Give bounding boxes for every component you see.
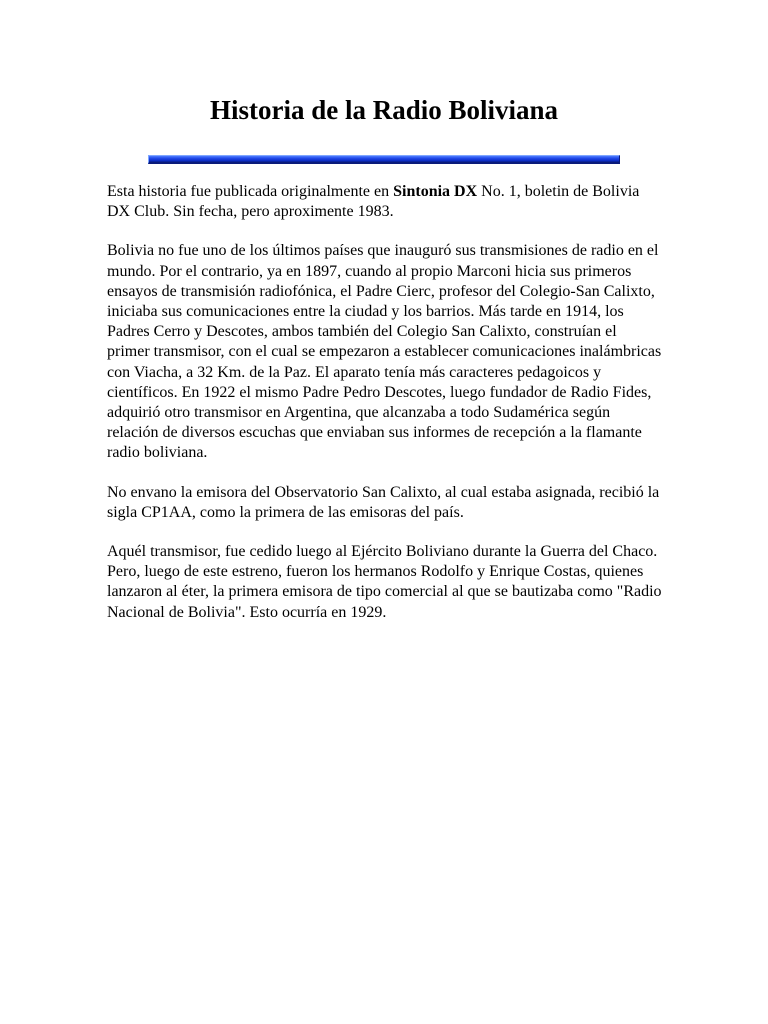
paragraph-history: Bolivia no fue uno de los últimos países que inauguró sus transmisiones de radio en el mundo. Por el contrario, ya en 1897, cuando al propio Marconi hicia sus primeros ensayos de transmisión radiofónica, el Padre Cierc, profesor del Colegio-San Calixto, iniciaba sus comunicaciones entre la ciudad y los barrios. Más tarde en 1914, los Padres Cerro y Descotes, ambos también del Colegio San Calixto, construían el primer transmisor, con el cual se empezaron a establecer comunicaciones inalámbricas con Viacha, a 32 Km. de la Paz. El aparato tenía más caracteres pedagoicos y científicos. En 1922 el mismo Padre Pedro Descotes, luego fundador de Radio Fides, adquirió otro transmisor en Argentina, que alcanzaba a todo Sudamérica según relación de diversos escuchas que enviaban sus informes de recepción a la flamante radio boliviana.: [107, 242, 662, 462]
article-body: [107, 182, 663, 642]
intro-text-start: Esta historia fue publicada originalmente en: [107, 183, 394, 200]
paragraph-cp1aa: No envano la emisora del Observatorio San Calixto, al cual estaba asignada, recibió la sigla CP1AA, como la primera de las emisoras del país.: [107, 483, 660, 521]
intro-paragraph: [107, 182, 663, 222]
paragraph-radio-nacional: Aquél transmisor, fue cedido luego al Ejército Boliviano durante la Guerra del Chaco. Pero, luego de este estreno, fueron los hermanos Rodolfo y Enrique Costas, quienes lanzaron al éter, la primera emisora de tipo comercial al que se bautizaba como "Radio Nacional de Bolivia". Esto ocurría en 1929.: [107, 543, 662, 621]
page-title: Historia de la Radio Boliviana: [209, 95, 559, 125]
intro-text-end: No. 1, boletin de Bolivia DX Club. Sin fecha, pero aproximente 1983.: [107, 183, 640, 221]
publication-name: Sintonia DX: [393, 183, 478, 200]
title-divider: [148, 155, 620, 164]
